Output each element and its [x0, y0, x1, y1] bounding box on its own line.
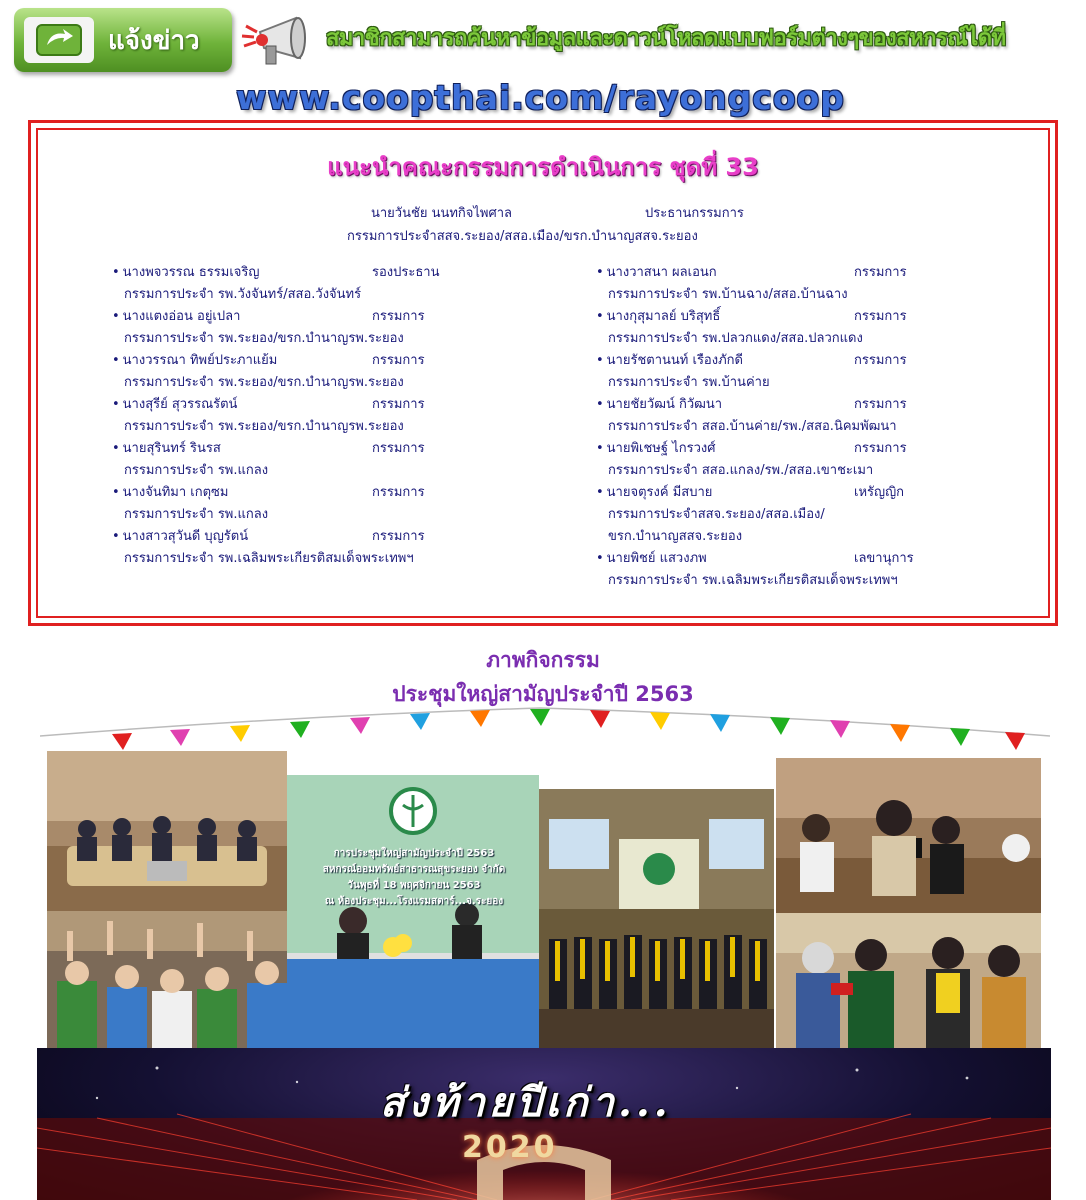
- member-entry: • นางพจวรรณ ธรรมเจริญ รองประธาน กรรมการประจำ รพ.วังจันทร์/สสอ.วังจันทร์: [112, 262, 582, 306]
- member-position: กรรมการ: [372, 397, 425, 412]
- activity-photo-seated-group: [47, 751, 287, 911]
- member-position: กรรมการ: [854, 309, 907, 324]
- member-entry: • นายสุรินทร์ รินรส กรรมการ กรรมการประจำ รพ.แกลง: [112, 438, 582, 482]
- president-detail: กรรมการประจำสสจ.ระยอง/สสอ.เมือง/ขรก.บำนาญสสจ.ระยอง: [347, 229, 698, 244]
- member-detail: กรรมการประจำ รพ.บ้านฉาง/สสอ.บ้านฉาง: [608, 287, 848, 302]
- member-entry: • นางแตงอ่อน อยู่เปลา กรรมการ กรรมการประจำ รพ.ระยอง/ขรก.บำนาญรพ.ระยอง: [112, 306, 582, 350]
- activity-photo-committee-group: [539, 789, 774, 1048]
- member-detail: กรรมการประจำสสจ.ระยอง/สสอ.เมือง/: [608, 507, 825, 522]
- member-name: นางจันทิมา เกตุซม: [122, 485, 229, 500]
- activity-photo-speaker: [776, 758, 1041, 913]
- member-name: นางสาวสุวันดี บุญรัตน์: [122, 529, 249, 544]
- member-name: นายพิเชษฐ์ ไกรวงศ์: [606, 441, 716, 456]
- member-position: เหรัญญิก: [854, 485, 905, 500]
- stage-text-line: ณ ห้องประชุม...โรงแรมสตาร์...จ.ระยอง: [324, 896, 504, 907]
- activity-photo-award: [776, 913, 1041, 1048]
- member-detail: กรรมการประจำ รพ.วังจันทร์/สสอ.วังจันทร์: [124, 287, 362, 302]
- member-entry: • นางวรรณา ทิพย์ประภาแย้ม กรรมการ กรรมการประจำ รพ.ระยอง/ขรก.บำนาญรพ.ระยอง: [112, 350, 582, 394]
- member-entry: • นางสุรีย์ สุวรรณรัตน์ กรรมการ กรรมการประจำ รพ.ระยอง/ขรก.บำนาญรพ.ระยอง: [112, 394, 582, 438]
- member-name: นายสุรินทร์ รินรส: [122, 441, 221, 456]
- website-url-link[interactable]: www.coopthai.com/rayongcoop: [236, 78, 845, 117]
- member-detail: กรรมการประจำ สสอ.บ้านค่าย/รพ./สสอ.นิคมพัฒนา: [608, 419, 897, 434]
- news-button-label: แจ้งข่าว: [108, 25, 200, 56]
- member-position: กรรมการ: [854, 353, 907, 368]
- member-detail: กรรมการประจำ รพ.ปลวกแดง/สสอ.ปลวกแดง: [608, 331, 863, 346]
- member-position: กรรมการ: [372, 309, 425, 324]
- member-position: เลขานุการ: [854, 551, 914, 566]
- activity-photo-meeting-stage: [287, 775, 539, 1048]
- member-position: กรรมการ: [372, 353, 425, 368]
- member-position: กรรมการ: [372, 485, 425, 500]
- president-position: ประธานกรรมการ: [645, 206, 744, 221]
- member-position: กรรมการ: [854, 397, 907, 412]
- member-name: นางสุรีย์ สุวรรณรัตน์: [122, 397, 238, 412]
- year-sign: 2020: [462, 1130, 558, 1165]
- committee-title: แนะนำคณะกรรมการดำเนินการ ชุดที่ 33: [327, 153, 759, 181]
- committee-right-column: [596, 262, 1026, 592]
- member-detail: กรรมการประจำ รพ.เฉลิมพระเกียรติสมเด็จพระเทพฯ: [124, 551, 414, 566]
- megaphone-icon: [236, 8, 322, 72]
- stage-text-line: การประชุมใหญ่สามัญประจำปี 2563: [333, 848, 495, 859]
- activity-photo-voting-crowd: [47, 911, 287, 1048]
- member-position: กรรมการ: [372, 441, 425, 456]
- activity-title: ภาพกิจกรรม: [486, 648, 600, 672]
- member-detail: กรรมการประจำ สสอ.แกลง/รพ./สสอ.เขาชะเมา: [608, 463, 874, 478]
- headline-text: สมาชิกสามารถค้นหาข้อมูลและดาวน์โหลดแบบฟอร์มต่างๆของสหกรณ์ได้ที่: [326, 26, 1006, 51]
- member-name: นายรัชตานนท์ เรืองภักดี: [606, 353, 743, 368]
- member-detail: กรรมการประจำ รพ.ระยอง/ขรก.บำนาญรพ.ระยอง: [124, 375, 404, 390]
- member-name: นางวรรณา ทิพย์ประภาแย้ม: [122, 353, 278, 368]
- member-position: กรรมการ: [854, 265, 907, 280]
- member-entry: • นายชัยวัฒน์ กิวัฒนา กรรมการ กรรมการประจำ สสอ.บ้านค่าย/รพ./สสอ.นิคมพัฒนา: [596, 394, 1026, 438]
- member-entry: • นายพิเชษฐ์ ไกรวงศ์ กรรมการ กรรมการประจำ สสอ.แกลง/รพ./สสอ.เขาชะเมา: [596, 438, 1026, 482]
- member-detail: กรรมการประจำ รพ.บ้านค่าย: [608, 375, 770, 390]
- member-position: รองประธาน: [372, 265, 440, 280]
- member-name: นายชัยวัฒน์ กิวัฒนา: [606, 397, 723, 412]
- member-entry: • นางวาสนา ผลเอนก กรรมการ กรรมการประจำ รพ.บ้านฉาง/สสอ.บ้านฉาง: [596, 262, 1026, 306]
- member-name: นางแตงอ่อน อยู่เปลา: [122, 309, 241, 324]
- stage-text-line: สหกรณ์ออมทรัพย์สาธารณสุขระยอง จำกัด: [322, 864, 506, 875]
- member-detail: กรรมการประจำ รพ.แกลง: [124, 463, 269, 478]
- member-position: กรรมการ: [854, 441, 907, 456]
- member-name: นางวาสนา ผลเอนก: [606, 265, 717, 280]
- news-announcement-button[interactable]: [14, 8, 232, 72]
- member-detail: กรรมการประจำ รพ.ระยอง/ขรก.บำนาญรพ.ระยอง: [124, 419, 404, 434]
- member-entry: • นายพิชย์ แสวงภพ เลขานุการ กรรมการประจำ รพ.เฉลิมพระเกียรติสมเด็จพระเทพฯ: [596, 548, 1026, 592]
- president-name: นายวันชัย นนทกิจไพศาล: [371, 206, 513, 221]
- member-entry: • นายจตุรงค์ มีสบาย เหรัญญิก กรรมการประจำสสจ.ระยอง/สสอ.เมือง/ ขรก.บำนาญสสจ.ระยอง: [596, 482, 1026, 548]
- stage-banner-text: [290, 846, 538, 910]
- member-entry: • นางจันทิมา เกตุซม กรรมการ กรรมการประจำ รพ.แกลง: [112, 482, 582, 526]
- stage-text-line: วันพุธที่ 18 พฤศจิกายน 2563: [347, 880, 481, 891]
- member-detail: กรรมการประจำ รพ.ระยอง/ขรก.บำนาญรพ.ระยอง: [124, 331, 404, 346]
- farewell-year-heading: ส่งท้ายปีเก่า...: [380, 1079, 672, 1126]
- member-detail: กรรมการประจำ รพ.เฉลิมพระเกียรติสมเด็จพระเทพฯ: [608, 573, 898, 588]
- member-entry: • นางกุสุมาลย์ บริสุทธิ์ กรรมการ กรรมการประจำ รพ.ปลวกแดง/สสอ.ปลวกแดง: [596, 306, 1026, 350]
- member-name: นางกุสุมาลย์ บริสุทธิ์: [606, 309, 721, 324]
- activity-subtitle: ประชุมใหญ่สามัญประจำปี 2563: [392, 682, 694, 706]
- member-name: นางพจวรรณ ธรรมเจริญ: [122, 265, 260, 280]
- committee-left-column: [112, 262, 582, 570]
- member-entry: • นางสาวสุวันดี บุญรัตน์ กรรมการ กรรมการประจำ รพ.เฉลิมพระเกียรติสมเด็จพระเทพฯ: [112, 526, 582, 570]
- member-position: กรรมการ: [372, 529, 425, 544]
- member-detail-continued: ขรก.บำนาญสสจ.ระยอง: [608, 529, 743, 544]
- member-detail: กรรมการประจำ รพ.แกลง: [124, 507, 269, 522]
- member-entry: • นายรัชตานนท์ เรืองภักดี กรรมการ กรรมการประจำ รพ.บ้านค่าย: [596, 350, 1026, 394]
- member-name: นายพิชย์ แสวงภพ: [606, 551, 707, 566]
- refresh-arrow-icon: [24, 17, 94, 63]
- member-name: นายจตุรงค์ มีสบาย: [606, 485, 713, 500]
